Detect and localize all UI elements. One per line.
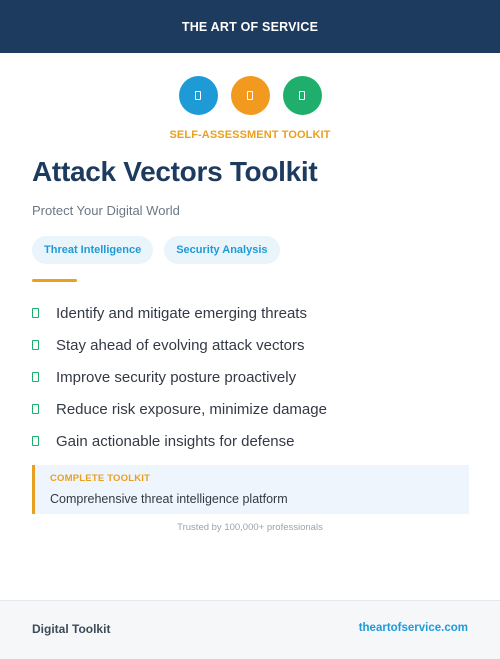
feature-item [32, 425, 472, 457]
callout-text: Comprehensive threat intelligence platform [50, 492, 288, 506]
tag-list [32, 236, 280, 264]
eyebrow-label: SELF-ASSESSMENT TOOLKIT [169, 129, 331, 141]
footer-link[interactable]: theartofservice.com [358, 622, 468, 634]
callout-label: COMPLETE TOOLKIT [50, 473, 151, 484]
feature-text: Improve security posture proactively [56, 368, 297, 386]
page-title: Attack Vectors Toolkit [32, 156, 318, 187]
feature-item [32, 329, 472, 361]
target-icon [231, 76, 270, 115]
trust-note: Trusted by 100,000+ professionals [177, 522, 323, 533]
feature-item [32, 297, 472, 329]
feature-item [32, 393, 472, 425]
check-icon [32, 372, 39, 382]
check-icon [32, 340, 39, 350]
footer-bar [0, 600, 500, 659]
header-title: THE ART OF SERVICE [181, 19, 319, 34]
feature-text: Reduce risk exposure, minimize damage [56, 400, 327, 418]
footer-brand: Digital Toolkit [32, 622, 111, 636]
feature-text: Stay ahead of evolving attack vectors [56, 336, 305, 354]
check-icon [32, 436, 39, 446]
shield-icon [179, 76, 218, 115]
tag-security-analysis: Security Analysis [164, 236, 279, 264]
check-icon [32, 308, 39, 318]
header-bar [0, 0, 500, 53]
page-subtitle: Protect Your Digital World [32, 203, 180, 218]
feature-text: Gain actionable insights for defense [56, 432, 295, 450]
icon-row [0, 76, 500, 115]
feature-text: Identify and mitigate emerging threats [56, 304, 307, 322]
toolkit-callout [32, 465, 469, 514]
tag-threat-intelligence: Threat Intelligence [32, 236, 153, 264]
feature-item [32, 361, 472, 393]
check-icon [32, 404, 39, 414]
chart-icon [283, 76, 322, 115]
accent-divider [32, 279, 77, 282]
feature-list [32, 297, 472, 457]
